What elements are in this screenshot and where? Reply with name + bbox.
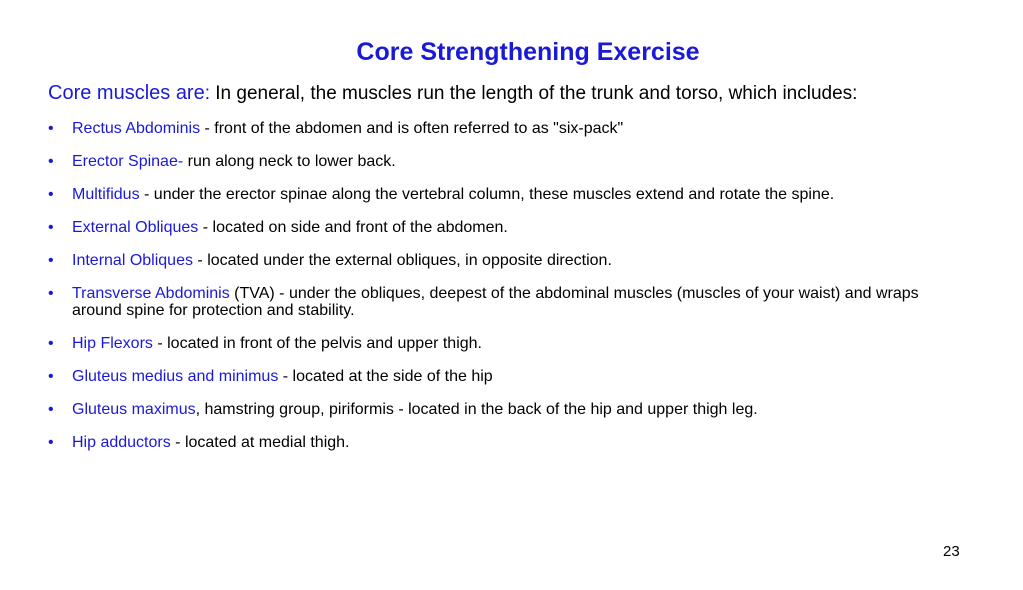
intro-lead: Core muscles are (48, 82, 205, 104)
muscle-term: Rectus Abdominis (72, 120, 201, 137)
muscle-desc: - located on side and front of the abdomen. (198, 219, 508, 236)
list-item (48, 120, 968, 137)
list-item (48, 335, 968, 352)
list-item (48, 434, 968, 451)
muscle-term: Multifidus (72, 186, 140, 203)
muscle-desc: , hamstring group, piriformis - located in the back of the hip and upper thigh leg. (195, 401, 758, 418)
intro-line (48, 80, 1008, 107)
list-item (48, 285, 968, 319)
list-item (48, 153, 968, 170)
page-number: 23 (943, 543, 960, 560)
muscle-desc: - located at medial thigh. (170, 434, 350, 451)
intro-text: In general, the muscles run the length of the trunk and torso, which includes: (210, 83, 858, 104)
muscle-term: Gluteus medius and minimus (72, 368, 279, 385)
bullet-icon: • (48, 434, 54, 451)
muscle-desc: (TVA) - under the obliques, deepest of the abdominal muscles (muscles of your waist) and wraps around spine for protection and stability. (72, 285, 919, 319)
muscle-term: External Obliques (72, 219, 199, 236)
list-item (48, 252, 968, 269)
bullet-icon: • (48, 401, 54, 418)
list-item (48, 186, 968, 203)
muscle-term: Internal Obliques (72, 252, 193, 269)
muscle-term: Hip Flexors (72, 335, 153, 352)
bullet-icon: • (48, 252, 54, 269)
muscle-desc: - under the erector spinae along the vertebral column, these muscles extend and rotate the spine. (139, 186, 835, 203)
slide-title: Core Strengthening Exercise (356, 38, 700, 66)
bullet-icon: • (48, 335, 54, 352)
muscle-desc: - front of the abdomen and is often referred to as "six-pack" (200, 120, 624, 137)
list-item (48, 368, 968, 385)
bullet-icon: • (48, 368, 54, 385)
muscle-term: Gluteus maximus (72, 401, 196, 418)
muscle-term: Hip adductors (72, 434, 171, 451)
list-item (48, 219, 968, 236)
muscle-term: Transverse Abdominis (72, 285, 230, 302)
bullet-icon: • (48, 120, 54, 137)
muscle-term: Erector Spinae- (72, 153, 184, 170)
muscle-desc: run along neck to lower back. (183, 153, 396, 170)
bullet-icon: • (48, 153, 54, 170)
muscle-desc: - located under the external obliques, in opposite direction. (192, 252, 612, 269)
muscle-list (48, 120, 968, 467)
bullet-icon: • (48, 219, 54, 236)
muscle-desc: - located at the side of the hip (278, 368, 493, 385)
list-item (48, 401, 968, 418)
bullet-icon: • (48, 186, 54, 203)
muscle-desc: - located in front of the pelvis and upper thigh. (152, 335, 482, 352)
intro-colon: : (204, 83, 210, 104)
bullet-icon: • (48, 285, 54, 302)
